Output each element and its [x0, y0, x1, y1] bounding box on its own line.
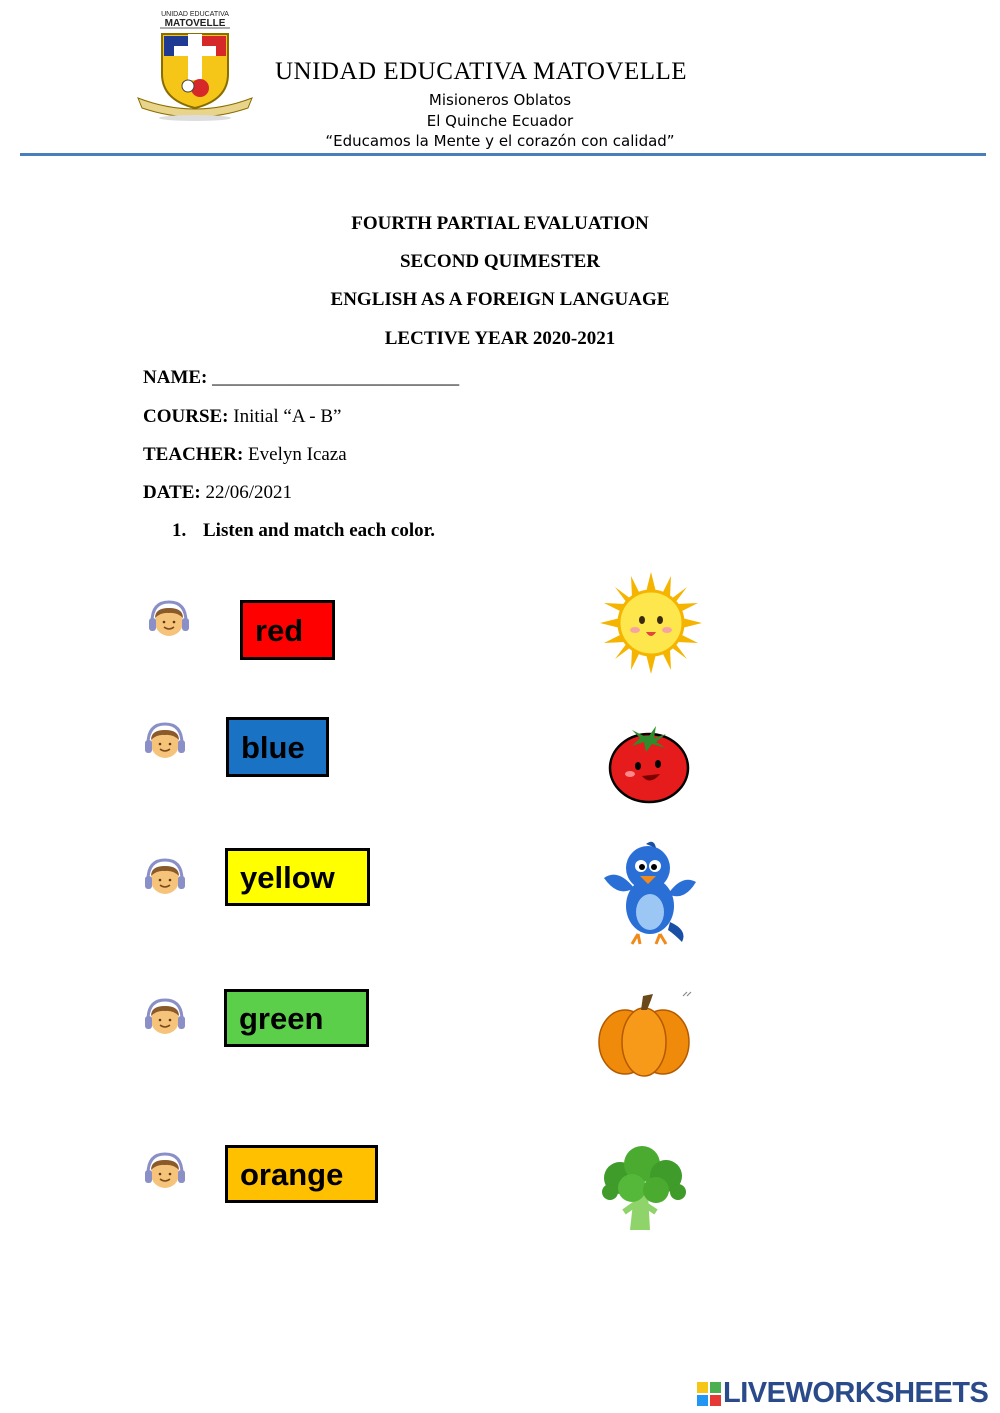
svg-text:UNIDAD EDUCATIVA: UNIDAD EDUCATIVA — [161, 11, 229, 18]
course-value: Initial “A - B” — [233, 406, 342, 427]
name-label: NAME: — [143, 367, 208, 388]
tomato-icon[interactable] — [606, 722, 692, 804]
liveworksheets-logo-icon — [697, 1382, 721, 1406]
name-blank[interactable]: __________________________ — [212, 367, 460, 388]
color-box-orange[interactable]: orange — [225, 1145, 378, 1203]
course-label: COURSE: — [143, 406, 229, 427]
color-box-red[interactable]: red — [240, 600, 335, 660]
sun-icon[interactable] — [598, 570, 704, 676]
liveworksheets-watermark — [697, 1377, 988, 1410]
header-divider — [20, 153, 986, 156]
pumpkin-icon[interactable] — [595, 990, 695, 1078]
date-label: DATE: — [143, 482, 201, 503]
year-title: LECTIVE YEAR 2020-2021 — [384, 328, 616, 349]
name-field — [143, 367, 459, 389]
broccoli-icon[interactable] — [598, 1142, 690, 1234]
headphone-icon[interactable] — [147, 598, 191, 642]
teacher-field — [143, 444, 347, 466]
instruction — [172, 520, 435, 542]
teacher-label: TEACHER: — [143, 444, 244, 465]
quimester-title: SECOND QUIMESTER — [399, 251, 601, 272]
color-box-blue[interactable]: blue — [226, 717, 329, 777]
svg-text:MATOVELLE: MATOVELLE — [164, 18, 226, 29]
color-box-yellow[interactable]: yellow — [225, 848, 370, 906]
motto-line: “Educamos la Mente y el corazón con calidad” — [325, 132, 675, 150]
evaluation-title: FOURTH PARTIAL EVALUATION — [351, 213, 649, 234]
instruction-text: Listen and match each color. — [203, 520, 436, 541]
location-line: El Quinche Ecuador — [426, 112, 574, 130]
school-name: UNIDAD EDUCATIVA MATOVELLE — [275, 58, 688, 85]
watermark-text: LIVEWORKSHEETS — [723, 1377, 989, 1409]
headphone-icon[interactable] — [143, 856, 187, 900]
subject-title: ENGLISH AS A FOREIGN LANGUAGE — [330, 289, 670, 310]
teacher-value: Evelyn Icaza — [248, 444, 347, 465]
date-field — [143, 482, 292, 504]
headphone-icon[interactable] — [143, 996, 187, 1040]
headphone-icon[interactable] — [143, 720, 187, 764]
bird-icon[interactable] — [598, 838, 702, 950]
date-value: 22/06/2021 — [205, 482, 293, 503]
headphone-icon[interactable] — [143, 1150, 187, 1194]
course-field — [143, 406, 341, 428]
school-logo — [134, 8, 256, 123]
instruction-number: 1. — [172, 520, 187, 541]
congregation-line: Misioneros Oblatos — [428, 91, 572, 109]
color-box-green[interactable]: green — [224, 989, 369, 1047]
